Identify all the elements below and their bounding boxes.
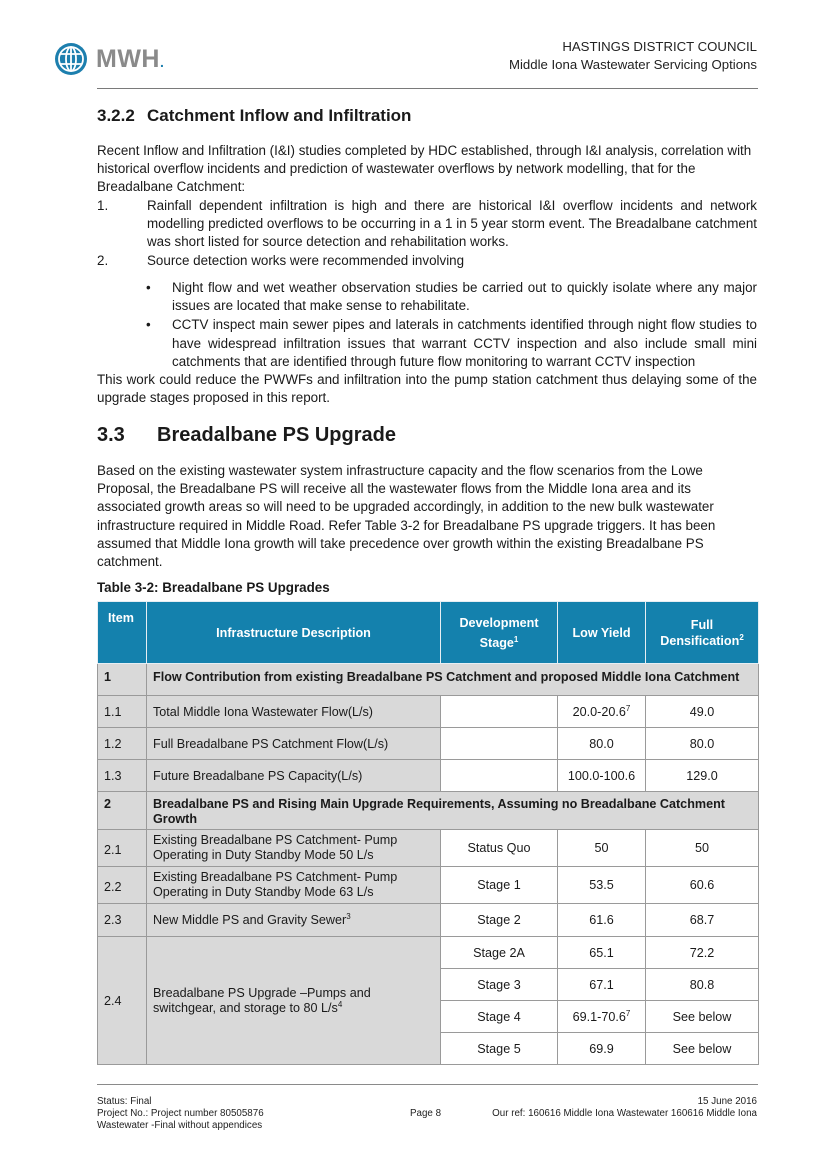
section-3-2-2-intro: Recent Inflow and Infiltration (I&I) studies completed by HDC established, through I&I analysis, correlation with historical overflow incidents and prediction of wastewater overflows by network modelling, that for the Breadalbane Catchment:: [97, 143, 752, 195]
footer-page-number: Page 8: [410, 1108, 442, 1119]
footer-doc-name: Wastewater -Final without appendices: [97, 1120, 263, 1131]
logo-wordmark: MWH.: [96, 44, 165, 73]
table-row: 2.1 Existing Breadalbane PS Catchment- Pump Operating in Duty Standby Mode 50 L/s Status Quo 50 50: [98, 830, 759, 867]
globe-icon: [54, 42, 88, 76]
table-header-row: [98, 602, 759, 664]
table-group-row: 1 Flow Contribution from existing Breadalbane PS Catchment and proposed Middle Iona Catchment: [98, 664, 759, 696]
footer-project-no: Project No.: Project number 80505876: [97, 1108, 264, 1119]
project-title: Middle Iona Wastewater Servicing Options: [509, 57, 757, 72]
table-row: 2.2 Existing Breadalbane PS Catchment- Pump Operating in Duty Standby Mode 63 L/s Stage 1 53.5 60.6: [98, 867, 759, 904]
table-row: Stage 4 69.1-70.6$^7$ See below: [98, 1001, 759, 1033]
table-row: 1.2 Full Breadalbane PS Catchment Flow(L/s) 80.0 80.0: [98, 728, 759, 760]
bullet-list: [146, 279, 757, 372]
mwh-logo: [54, 42, 164, 76]
list-item: • Night flow and wet weather observation studies be carried out to quickly isolate where any major issues are located that make sense to rehabilitate.: [146, 279, 757, 315]
footer-divider: [97, 1084, 758, 1085]
footer-date: 15 June 2016: [697, 1096, 757, 1107]
list-item: 1. Rainfall dependent infiltration is high and there are historical I&I overflow incidents and network modelling predicted overflows to be occurring in a 1 in 5 year storm event. The Breadalbane catchment was short listed for source detection and rehabilitation works.: [97, 198, 757, 250]
table-caption: Table 3-2: Breadalbane PS Upgrades: [97, 580, 330, 595]
numbered-list: [97, 197, 757, 270]
header-titles: [509, 38, 757, 74]
table-group-row: 2 Breadalbane PS and Rising Main Upgrade Requirements, Assuming no Breadalbane Catchment Growth: [98, 792, 759, 830]
section-heading-3-3: 3.3 Breadalbane PS Upgrade: [97, 424, 396, 446]
breadalbane-upgrades-table: [97, 601, 759, 1065]
footer-ref: Our ref: 160616 Middle Iona Wastewater 160616 Middle Iona: [492, 1108, 757, 1119]
table-row: 1.1 Total Middle Iona Wastewater Flow(L/s) 20.0-20.6$^7$ 49.0: [98, 696, 759, 728]
table-row: Stage 5 69.9 See below: [98, 1033, 759, 1065]
header-divider: [97, 88, 758, 89]
col-header-development-stage: Development Stage$^1$: [441, 602, 558, 664]
table-row: 1.3 Future Breadalbane PS Capacity(L/s) 100.0-100.6 129.0: [98, 760, 759, 792]
list-item: 2. Source detection works were recommended involving: [97, 252, 465, 268]
footer-right: [492, 1096, 757, 1120]
bullet-icon: •: [146, 280, 151, 295]
table-row: 2.4 Breadalbane PS Upgrade –Pumps and switchgear, and storage to 80 $L/s^4$ Stage 2A 65.1 72.2: [98, 937, 759, 969]
col-header-description: Infrastructure Description: [147, 602, 441, 664]
table-row: Stage 3 67.1 80.8: [98, 969, 759, 1001]
col-header-item: Item: [98, 602, 147, 664]
col-header-low-yield: Low Yield: [558, 602, 646, 664]
footer-left: [97, 1096, 264, 1132]
table-row: 2.3 New Middle PS and Gravity Sewer$^3$ Stage 2 61.6 68.7: [98, 904, 759, 937]
bullet-icon: •: [146, 317, 151, 333]
footer-status: Status: Final: [97, 1096, 152, 1107]
list-item: • CCTV inspect main sewer pipes and laterals in catchments identified through night flow studies to have widespread infiltration issues that warrant CCTV inspection and also include small mini catchments that are identified through future flow monitoring to warrant CCTV inspection: [146, 316, 757, 371]
col-header-full-densification: Full Densification$^2$: [646, 602, 759, 664]
client-name: HASTINGS DISTRICT COUNCIL: [562, 39, 757, 54]
section-3-3-body: Based on the existing wastewater system infrastructure capacity and the flow scenarios from the Lowe Proposal, the Breadalbane PS will receive all the wastewater flows from the Middle Iona area and its associated growth areas so will need to be upgraded accordingly, in addition to the new bulk wastewater infrastructure required in Middle Road. Refer Table 3-2 for Breadalbane PS upgrade triggers. It has been assumed that Middle Iona growth will take precedence over growth within the existing Breadalbane PS catchment.: [97, 463, 716, 570]
section-heading-3-2-2: 3.2.2 Catchment Inflow and Infiltration: [97, 106, 412, 125]
section-3-2-2-closing: This work could reduce the PWWFs and infiltration into the pump station catchment thus delaying some of the upgrade stages proposed in this report.: [97, 372, 757, 406]
